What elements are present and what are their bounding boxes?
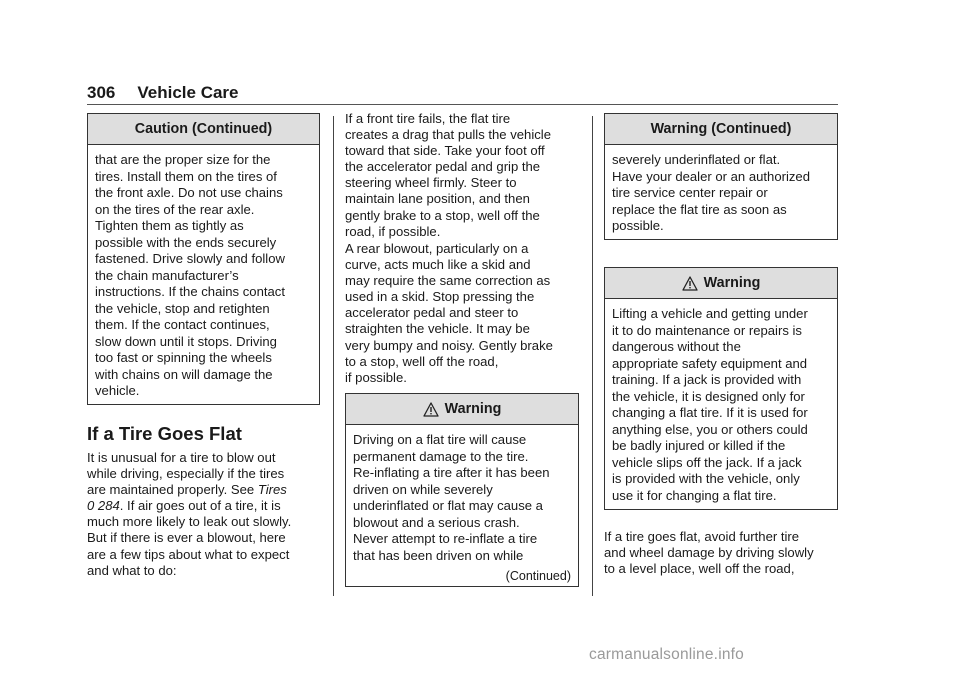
section-title: Vehicle Care xyxy=(137,83,239,102)
text-line: Lifting a vehicle and getting under xyxy=(612,306,808,321)
text-line: vehicle slips off the jack. If a jack xyxy=(612,454,802,470)
warning-box xyxy=(345,393,579,587)
text-line: that are the proper size for the xyxy=(95,152,271,167)
text-line xyxy=(87,482,327,498)
text-line: Have your dealer or an authorized xyxy=(612,168,810,184)
text-line: the chain manufacturer’s xyxy=(95,267,239,283)
text-line: blowout and a serious crash. xyxy=(353,514,520,530)
text-line: instructions. If the chains contact xyxy=(95,284,285,299)
warning-continued-body xyxy=(605,145,837,235)
text-line: with chains on will damage the xyxy=(95,366,273,382)
text-line: used in a skid. Stop pressing the xyxy=(345,289,535,305)
warning-triangle-icon xyxy=(682,276,698,291)
column-divider xyxy=(333,116,334,596)
text-line: changing a flat tire. If it is used for xyxy=(612,405,808,420)
text-line: appropriate safety equipment and xyxy=(612,355,808,371)
text-line: Tighten them as tightly as xyxy=(95,218,244,233)
text-line: is provided with the vehicle, only xyxy=(612,471,800,486)
column-divider xyxy=(592,116,593,596)
text-line: severely underinflated or flat. xyxy=(612,152,781,167)
text-line: permanent damage to the tire. xyxy=(353,448,529,464)
warning-body xyxy=(605,299,837,504)
text-line: very bumpy and noisy. Gently brake xyxy=(345,337,553,353)
caution-title: Caution (Continued) xyxy=(88,114,319,145)
text-line: possible with the ends securely xyxy=(95,234,277,250)
text-line: underinflated or flat may cause a xyxy=(353,498,543,513)
text-line: too fast or spinning the wheels xyxy=(95,350,272,365)
text-line: and what to do: xyxy=(87,562,177,578)
text-line: If a tire goes flat, avoid further tire xyxy=(604,529,800,544)
flat-tire-paragraph xyxy=(604,529,844,577)
text-line: Never attempt to re-inflate a tire xyxy=(353,531,538,546)
text-line: driven on while severely xyxy=(353,481,493,497)
text-line: to a level place, well off the road, xyxy=(604,561,795,577)
text-line: road, if possible. xyxy=(345,223,441,239)
front-tire-paragraph xyxy=(345,111,585,240)
text-line: be badly injured or killed if the xyxy=(612,438,786,453)
text-line: the accelerator pedal and grip the xyxy=(345,159,541,175)
text-line: toward that side. Take your foot off xyxy=(345,143,545,159)
text-line: dangerous without the xyxy=(612,339,741,354)
warning-body xyxy=(346,425,578,564)
intro-paragraph xyxy=(87,450,327,579)
continued-label: (Continued) xyxy=(505,569,571,583)
text-line: much more likely to leak out slowly. xyxy=(87,514,292,530)
caution-box xyxy=(87,113,320,405)
text-line: them. If the contact continues, xyxy=(95,317,270,332)
text-line: A rear blowout, particularly on a xyxy=(345,241,529,256)
warning-title xyxy=(605,268,837,299)
warning-continued-box xyxy=(604,113,838,240)
header-rule xyxy=(87,104,838,105)
text-fragment: . If air goes out of a tire, it is xyxy=(119,498,281,514)
text-line: use it for changing a flat tire. xyxy=(612,487,777,503)
text-line: fastened. Drive slowly and follow xyxy=(95,251,285,266)
text-line: if possible. xyxy=(345,369,407,385)
text-line: If a front tire fails, the flat tire xyxy=(345,111,511,126)
text-line: may require the same correction as xyxy=(345,273,551,289)
text-line: the front axle. Do not use chains xyxy=(95,185,283,200)
text-line: vehicle. xyxy=(95,383,140,398)
text-line: on the tires of the rear axle. xyxy=(95,201,255,217)
text-line: the vehicle, stop and retighten xyxy=(95,300,270,316)
text-line: steering wheel firmly. Steer to xyxy=(345,175,517,191)
text-line: it to do maintenance or repairs is xyxy=(612,322,802,338)
text-line: tires. Install them on the tires of xyxy=(95,168,277,184)
jack-warning-box xyxy=(604,267,838,510)
text-line: to a stop, well off the road, xyxy=(345,353,499,369)
text-line: maintain lane position, and then xyxy=(345,191,530,207)
section-heading: If a Tire Goes Flat xyxy=(87,423,242,444)
text-line: the vehicle, it is designed only for xyxy=(612,388,805,404)
text-line: gently brake to a stop, well off the xyxy=(345,207,540,223)
text-line: and wheel damage by driving slowly xyxy=(604,545,814,561)
watermark: carmanualsonline.info xyxy=(589,646,744,663)
text-line: tire service center repair or xyxy=(612,185,768,200)
page-number: 306 xyxy=(87,83,116,102)
caution-body xyxy=(88,145,319,400)
warning-title-text: Warning xyxy=(703,275,761,291)
text-line: while driving, especially if the tires xyxy=(87,466,285,482)
text-line: creates a drag that pulls the vehicle xyxy=(345,127,551,143)
text-line: training. If a jack is provided with xyxy=(612,372,802,387)
text-line: It is unusual for a tire to blow out xyxy=(87,450,276,465)
text-line: curve, acts much like a skid and xyxy=(345,257,531,273)
warning-triangle-icon xyxy=(423,402,439,417)
text-fragment: are maintained properly. See xyxy=(87,482,258,498)
text-line: Re-inflating a tire after it has been xyxy=(353,465,550,480)
text-line: anything else, you or others could xyxy=(612,421,808,437)
text-line: But if there is ever a blowout, here xyxy=(87,530,286,546)
text-line: slow down until it stops. Driving xyxy=(95,333,277,349)
page-header xyxy=(87,83,239,103)
text-line: possible. xyxy=(612,218,664,233)
cross-reference-link[interactable]: Tires xyxy=(257,482,287,498)
warning-title xyxy=(346,394,578,425)
text-line: are a few tips about what to expect xyxy=(87,546,290,562)
text-line xyxy=(87,498,327,514)
text-line: Driving on a flat tire will cause xyxy=(353,432,527,447)
warning-continued-title: Warning (Continued) xyxy=(605,114,837,145)
text-line: replace the flat tire as soon as xyxy=(612,201,787,217)
page-reference[interactable]: 0 284 xyxy=(87,498,120,514)
warning-title-text: Warning xyxy=(444,401,502,417)
text-line: accelerator pedal and steer to xyxy=(345,305,519,321)
text-line: straighten the vehicle. It may be xyxy=(345,321,530,337)
rear-blowout-paragraph xyxy=(345,241,585,386)
text-line: that has been driven on while xyxy=(353,547,524,563)
